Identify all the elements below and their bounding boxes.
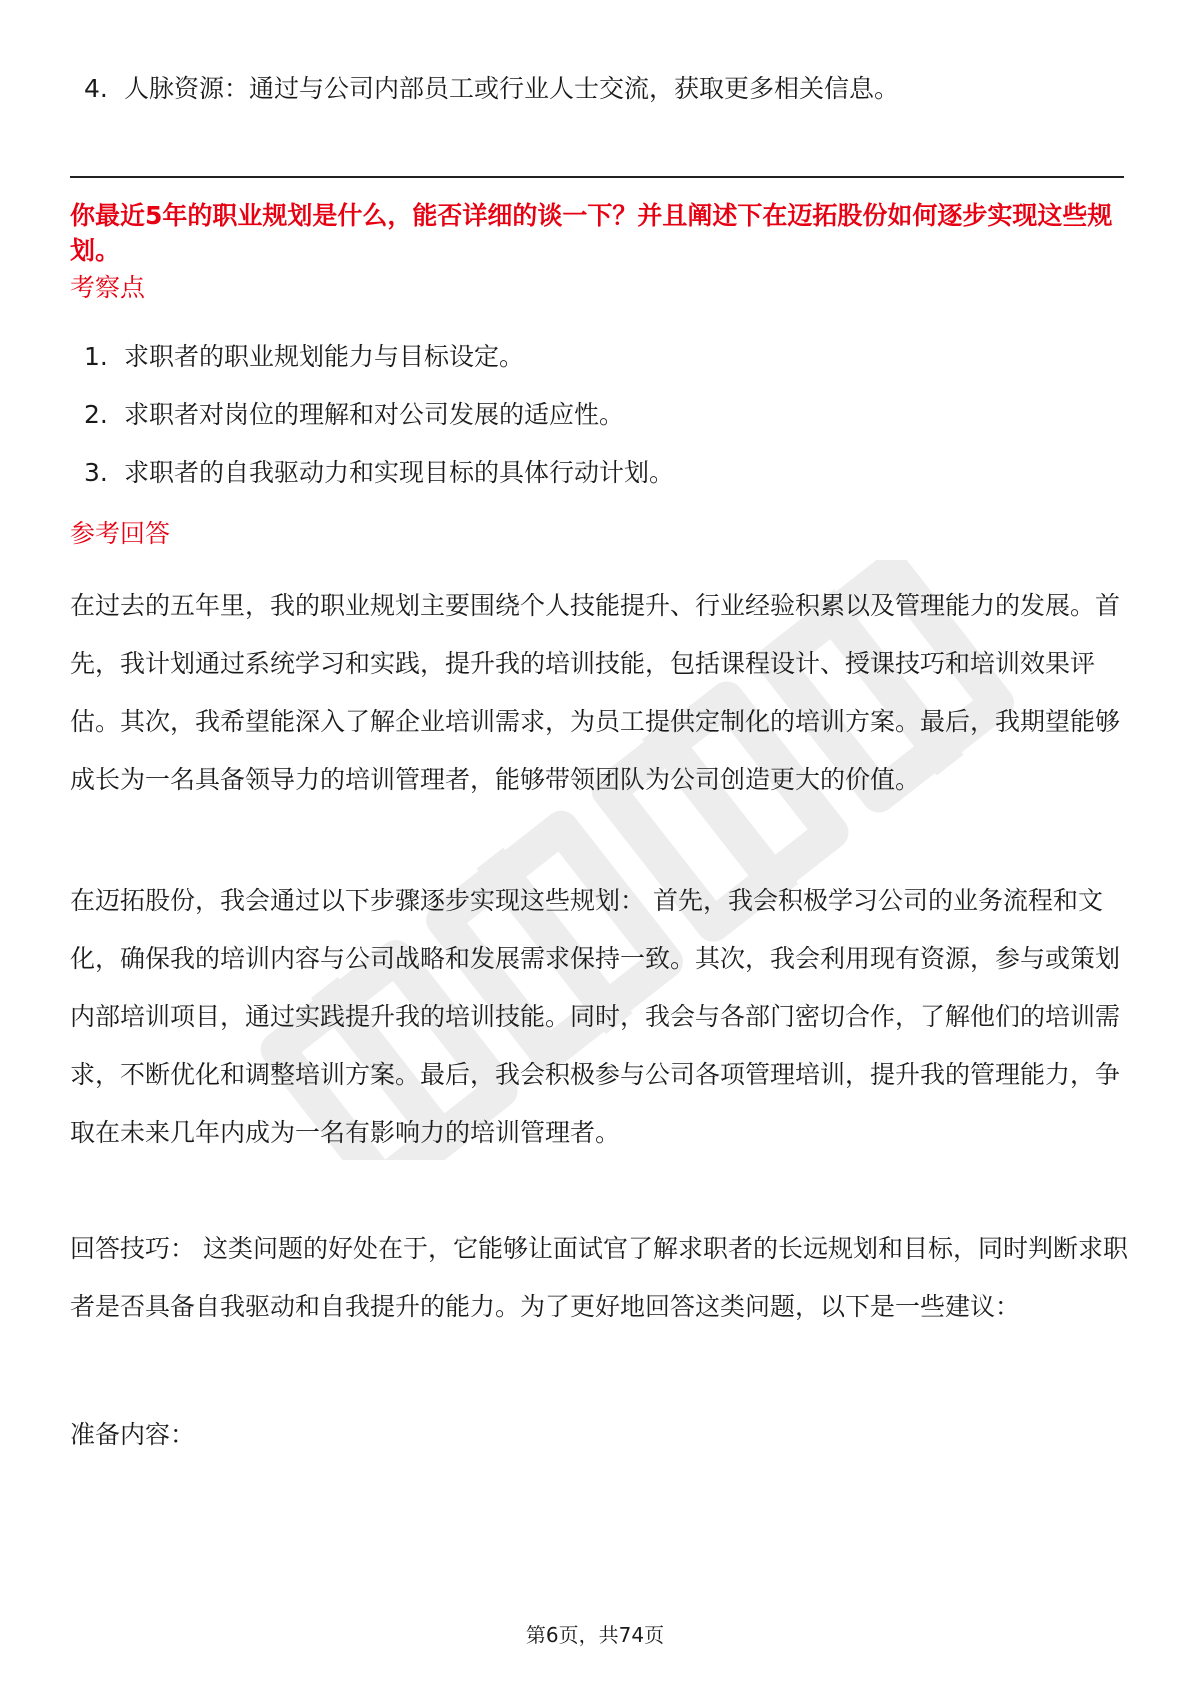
list-item bbox=[84, 444, 674, 502]
list-item-text: 求职者的自我驱动力和实现目标的具体行动计划。 bbox=[124, 458, 675, 487]
prep-heading: 准备内容： bbox=[70, 1420, 196, 1449]
focus-heading: 考察点 bbox=[70, 273, 146, 302]
interview-question: 你最近5年的职业规划是什么，能否详细的谈一下？并且阐述下在迈拓股份如何逐步实现这些规划。 bbox=[70, 201, 1113, 265]
list-item-number: 2. bbox=[84, 400, 108, 429]
continued-list bbox=[84, 60, 899, 118]
answer-heading: 参考回答 bbox=[70, 519, 171, 548]
answer-paragraph: 在过去的五年里，我的职业规划主要围绕个人技能提升、行业经验积累以及管理能力的发展。首先，我计划通过系统学习和实践，提升我的培训技能，包括课程设计、授课技巧和培训效果评估。其次，我希望能深入了解企业培训需求，为员工提供定制化的培训方案。最后，我期望能够成长为一名具备领导力的培训管理者，能够带领团队为公司创造更大的价值。 bbox=[70, 591, 1121, 794]
answer-paragraph: 在迈拓股份，我会通过以下步骤逐步实现这些规划： 首先，我会积极学习公司的业务流程和文化，确保我的培训内容与公司战略和发展需求保持一致。其次，我会利用现有资源，参与或策划内部培训项目，通过实践提升我的培训技能。同时，我会与各部门密切合作，了解他们的培训需求，不断优化和调整培训方案。最后，我会积极参与公司各项管理培训，提升我的管理能力，争取在未来几年内成为一名有影响力的培训管理者。 bbox=[70, 886, 1121, 1147]
focus-list bbox=[84, 328, 674, 502]
tips-paragraph: 回答技巧： 这类问题的好处在于，它能够让面试官了解求职者的长远规划和目标，同时判断求职者是否具备自我驱动和自我提升的能力。为了更好地回答这类问题，以下是一些建议： bbox=[70, 1234, 1128, 1321]
list-item bbox=[84, 386, 674, 444]
list-item-text: 求职者的职业规划能力与目标设定。 bbox=[124, 342, 525, 371]
list-item-text: 人脉资源：通过与公司内部员工或行业人士交流，获取更多相关信息。 bbox=[124, 74, 900, 103]
list-item-text: 求职者对岗位的理解和对公司发展的适应性。 bbox=[124, 400, 625, 429]
page-number: 第6页，共74页 bbox=[525, 1623, 665, 1647]
section-divider bbox=[70, 176, 1124, 178]
list-item bbox=[84, 60, 899, 118]
list-item-number: 4. bbox=[84, 74, 108, 103]
list-item bbox=[84, 328, 674, 386]
list-item-number: 3. bbox=[84, 458, 108, 487]
list-item-number: 1. bbox=[84, 342, 108, 371]
